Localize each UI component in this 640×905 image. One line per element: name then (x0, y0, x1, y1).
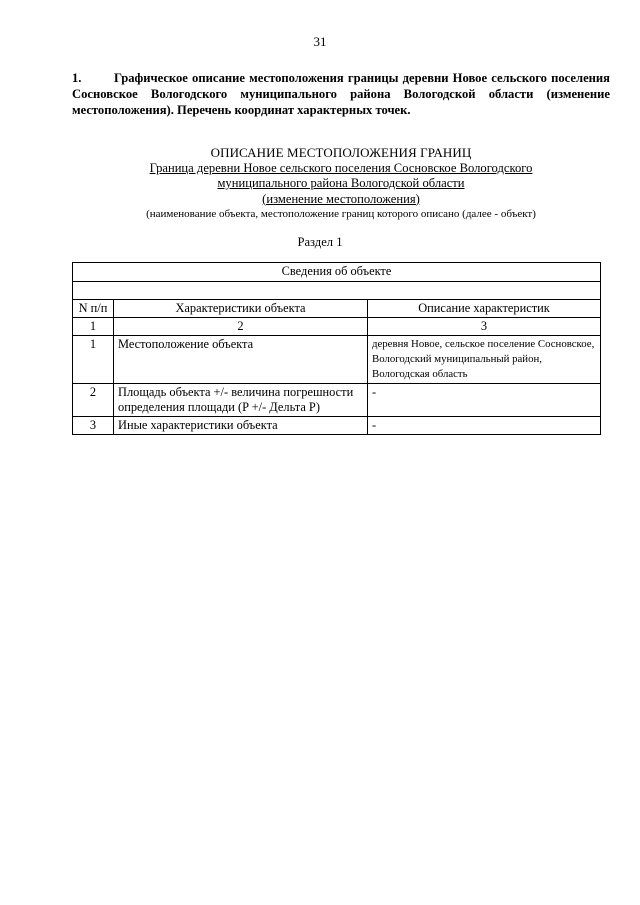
row-description: деревня Новое, сельское поселение Сосновское, Вологодский муниципальный район, Вологодская область (368, 336, 601, 384)
table-title-row (73, 263, 601, 282)
header-number: N п/п (73, 300, 114, 318)
header-description: Описание характеристик (368, 300, 601, 318)
row-characteristic: Местоположение объекта (114, 336, 368, 384)
table-row (73, 417, 601, 435)
row-characteristic: Площадь объекта +/- величина погрешности определения площади (P +/- Дельта P) (114, 384, 368, 417)
row-number: 2 (73, 384, 114, 417)
header-characteristic: Характеристики объекта (114, 300, 368, 318)
table-header-row (73, 300, 601, 318)
object-name-line-2: муниципального района Вологодской области (217, 176, 465, 190)
row-number: 1 (73, 336, 114, 384)
page-number: 31 (313, 34, 327, 49)
row-description: - (368, 417, 601, 435)
object-info-table (72, 262, 601, 435)
table-title: Сведения об объекте (73, 263, 601, 282)
object-name-line-1: Граница деревни Новое сельского поселения Сосновское Вологодского (149, 160, 533, 175)
table-row (73, 336, 601, 384)
row-number: 3 (73, 417, 114, 435)
column-numbers-row (73, 318, 601, 336)
row-description: - (368, 384, 601, 417)
document-title: ОПИСАНИЕ МЕСТОПОЛОЖЕНИЯ ГРАНИЦ (210, 145, 472, 160)
table-row (73, 384, 601, 417)
intro-text: Графическое описание местоположения границы деревни Новое сельского поселения Сосновское Вологодского муниципального района Вологодской области (изменение местоположения). Перечень координат характерных точек. (72, 71, 610, 117)
section-title: Раздел 1 (297, 235, 343, 249)
table-spacer-cell (73, 282, 601, 300)
object-caption: (наименование объекта, местоположение границ которого описано (далее - объект) (146, 208, 536, 220)
intro-paragraph (72, 70, 610, 118)
column-number-cell: 1 (73, 318, 114, 336)
column-number-cell: 2 (114, 318, 368, 336)
column-number-cell: 3 (368, 318, 601, 336)
title-block (72, 145, 610, 222)
row-characteristic: Иные характеристики объекта (114, 417, 368, 435)
object-name-line-3: (изменение местоположения) (262, 191, 420, 206)
table-spacer-row (73, 282, 601, 300)
intro-number: 1. (72, 71, 82, 85)
